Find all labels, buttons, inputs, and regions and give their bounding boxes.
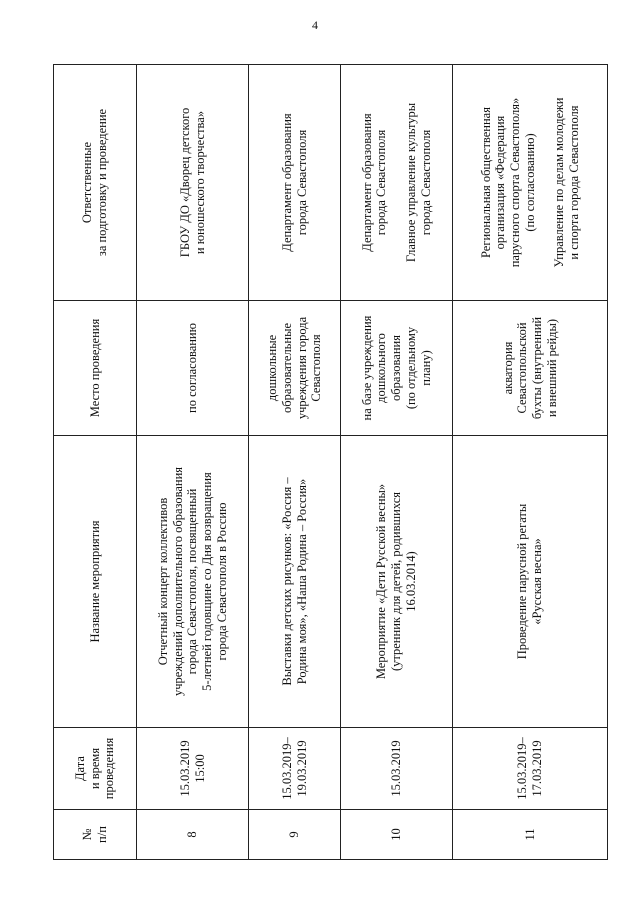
cell-date: 15.03.2019 (340, 728, 452, 810)
cell-responsible: Департамент образования города Севастополя (249, 65, 340, 301)
header-name: Название мероприятия (54, 436, 137, 728)
page-number: 4 (312, 18, 318, 32)
table-row (340, 65, 452, 860)
cell-num: 10 (340, 810, 452, 860)
cell-name: Мероприятие «Дети Русской весны» (утренник для детей, родившихся 16.03.2014) (340, 436, 452, 728)
cell-date: 15.03.2019– 17.03.2019 (453, 728, 608, 810)
cell-num: 8 (137, 810, 249, 860)
cell-num: 11 (453, 810, 608, 860)
cell-date: 15.03.2019 15:00 (137, 728, 249, 810)
rotated-table-wrapper (53, 65, 608, 860)
events-table (53, 64, 608, 860)
table-header-row (54, 65, 137, 860)
cell-responsible: Региональная общественная организация «Федерация парусного спорта Севастополя» (по согласованию) Управление по делам молодежи и спорта города Севастополя (453, 65, 608, 301)
table-row (249, 65, 340, 860)
cell-name: Проведение парусной регаты «Русская весна» (453, 436, 608, 728)
cell-responsible: Департамент образования города Севастополя Главное управление культуры города Севастополя (340, 65, 452, 301)
table-row (137, 65, 249, 860)
cell-place: дошкольные образовательные учреждения города Севастополя (249, 301, 340, 436)
cell-name: Отчетный концерт коллективов учреждений дополнительного образования города Севастополя, посвященный 5-летней годовщине со Дня возвращения города Севастополя в Россию (137, 436, 249, 728)
cell-place: акватория Севастопольской бухты (внутренний и внешний рейды) (453, 301, 608, 436)
header-responsible: Ответственные за подготовку и проведение (54, 65, 137, 301)
cell-place: по согласованию (137, 301, 249, 436)
cell-place: на базе учреждения дошкольного образования (по отдельному плану) (340, 301, 452, 436)
header-num: № п/п (54, 810, 137, 860)
table-row (453, 65, 608, 860)
header-place: Место проведения (54, 301, 137, 436)
cell-responsible: ГБОУ ДО «Дворец детского и юношеского творчества» (137, 65, 249, 301)
cell-name: Выставки детских рисунков: «Россия – Родина моя», «Наша Родина – Россия» (249, 436, 340, 728)
cell-num: 9 (249, 810, 340, 860)
cell-date: 15.03.2019– 19.03.2019 (249, 728, 340, 810)
header-date: Дата и время проведения (54, 728, 137, 810)
